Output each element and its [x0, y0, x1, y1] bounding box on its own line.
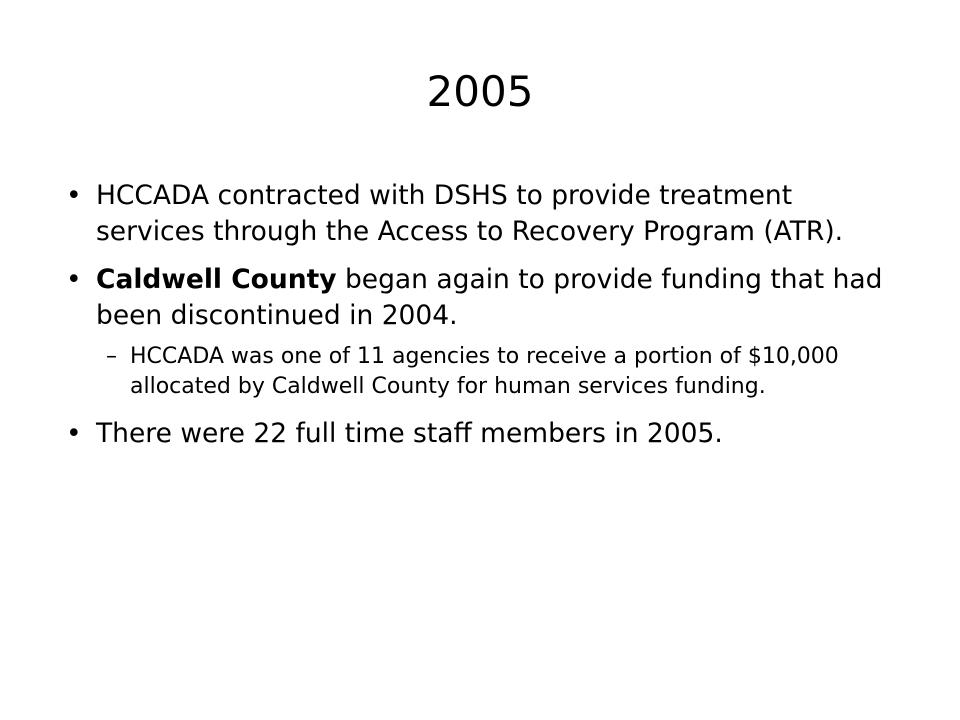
- slide-body: [66, 178, 896, 464]
- bullet-text: There were 22 full time staff members in 2005.: [96, 418, 723, 449]
- sub-bullet-item: [66, 342, 896, 402]
- bullet-text: HCCADA contracted with DSHS to provide treatment services through the Access to Recovery Program (ATR).: [96, 180, 844, 247]
- bullet-bold-prefix: Caldwell County: [96, 264, 337, 295]
- bullet-icon: •: [66, 418, 82, 449]
- bullet-text: began again to provide funding that had been discontinued in 2004.: [96, 264, 883, 331]
- sub-bullet-text: HCCADA was one of 11 agencies to receive a portion of $10,000 allocated by Caldwell County for human services funding.: [130, 344, 839, 399]
- bullet-icon: •: [66, 180, 82, 211]
- bullet-item-3: [66, 416, 896, 452]
- bullet-icon: •: [66, 264, 82, 295]
- bullet-item-1: [66, 178, 896, 250]
- slide-title: 2005: [426, 67, 534, 116]
- bullet-item-2: [66, 262, 896, 334]
- dash-icon: –: [106, 344, 117, 369]
